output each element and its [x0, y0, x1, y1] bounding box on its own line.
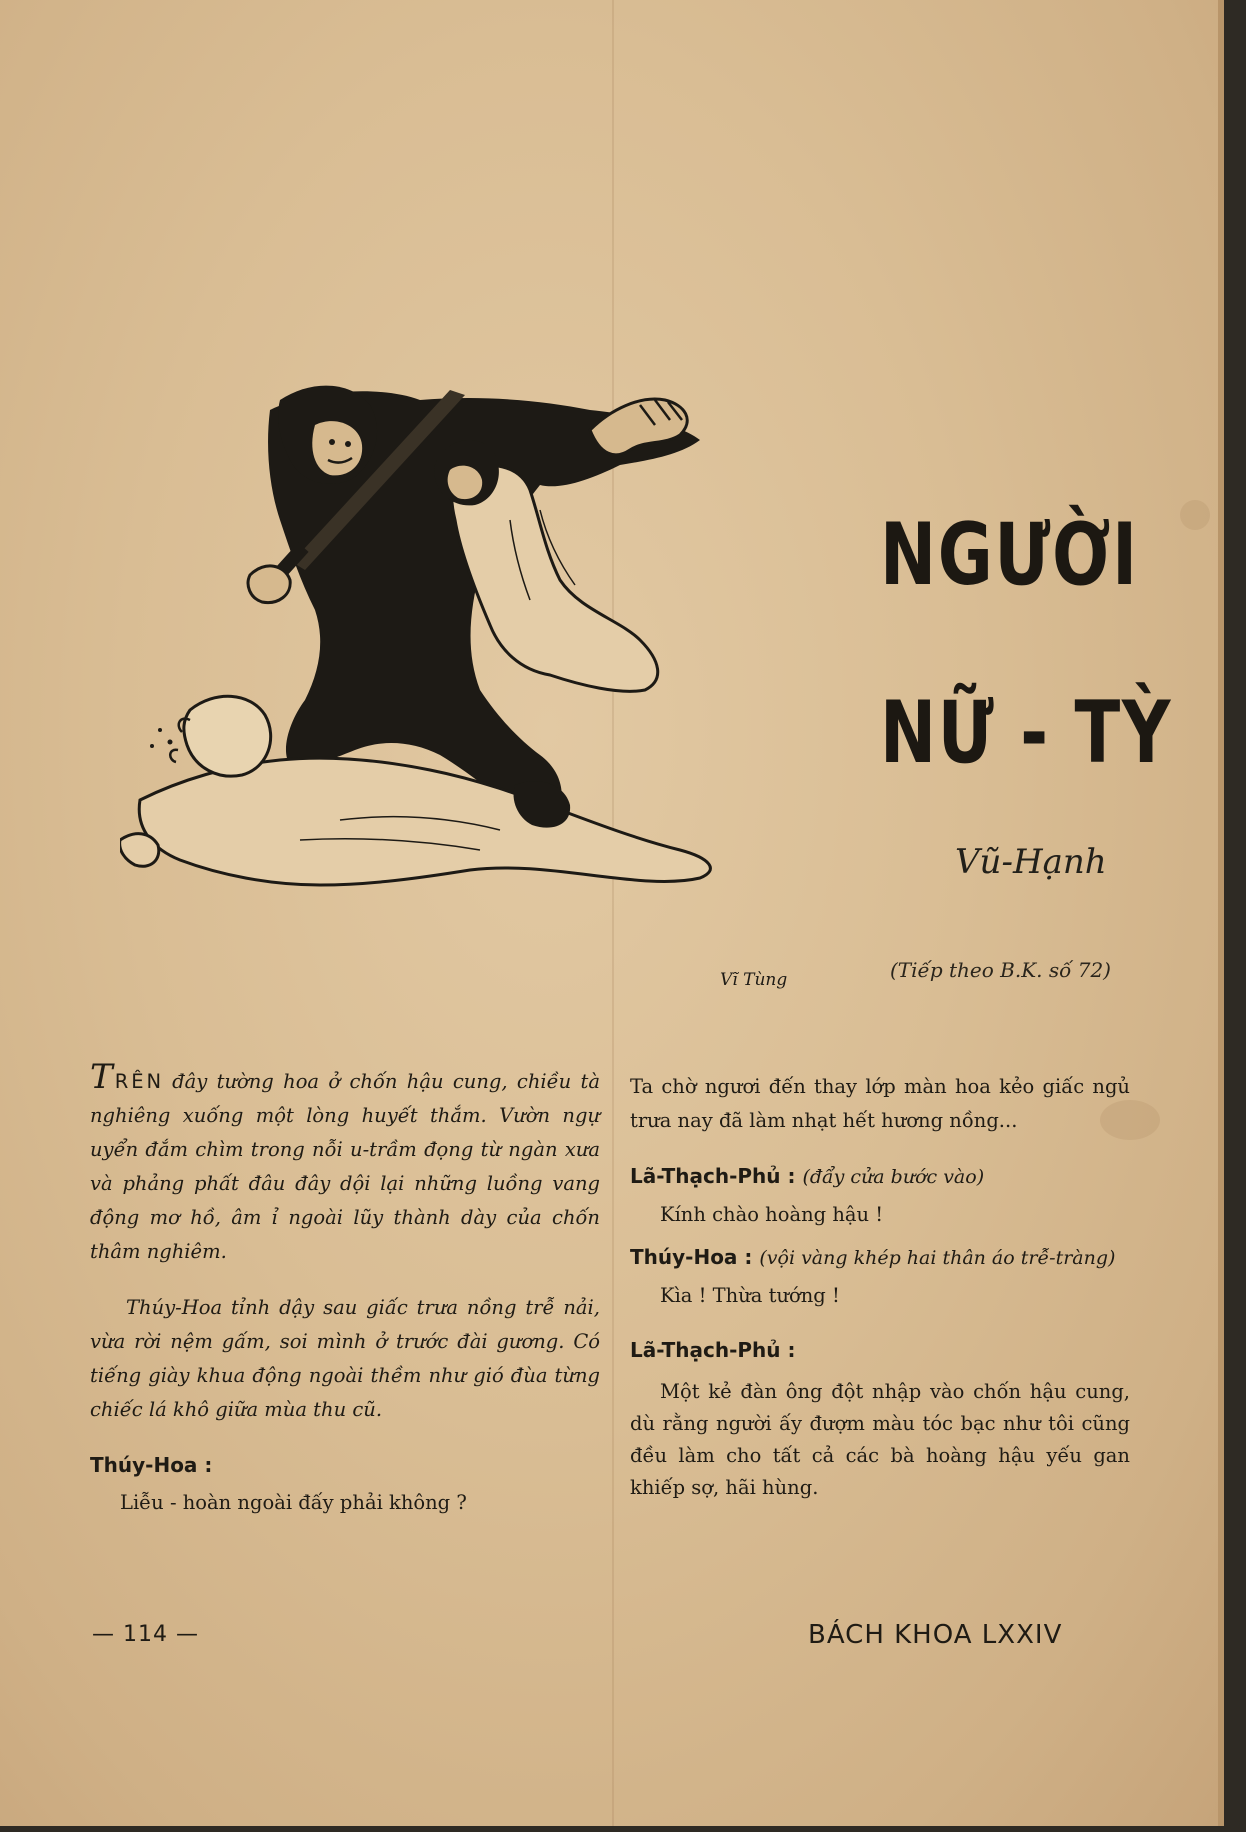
- continued-note: (Tiếp theo B.K. số 72): [890, 958, 1111, 982]
- first-word: RÊN: [114, 1070, 165, 1093]
- left-column: [90, 1057, 600, 1529]
- article-title-line-2: NỮ - TỲ: [880, 683, 1172, 783]
- speech-continued: Ta chờ ngươi đến thay lớp màn hoa kẻo giấc ngủ trưa nay đã làm nhạt hết hương nồng...: [630, 1075, 1130, 1132]
- speaker-thuy-hoa: [630, 1241, 1130, 1274]
- right-column: [630, 1070, 1130, 1504]
- speaker-thuy-hoa: Thúy-Hoa :: [90, 1453, 213, 1477]
- paper-stain: [1180, 500, 1210, 530]
- second-paragraph: Thúy-Hoa tỉnh dậy sau giấc trưa nồng trễ nải, vừa rời nệm gấm, soi mình ở trước đài gương. Có tiếng giày khua động ngoài thềm như gió đùa từng chiếc lá khô giữa mùa thu cũ.: [90, 1296, 600, 1421]
- speaker-name: Thúy-Hoa :: [630, 1245, 753, 1269]
- artist-signature: Vĩ Tùng: [720, 970, 788, 990]
- speech-paragraph: Một kẻ đàn ông đột nhập vào chốn hậu cung, dù rằng người ấy đượm màu tóc bạc như tôi cũng đều làm cho tất cả các bà hoàng hậu yếu gan khiếp sợ, hãi hùng.: [630, 1380, 1130, 1499]
- intro-text: đây tường hoa ở chốn hậu cung, chiều tà nghiêng xuống một lòng huyết thắm. Vườn ngự uyển đắm chìm trong nỗi u-trầm đọng từ ngàn xưa và phảng phất đâu đây dội lại những luồng vang động mơ hồ, âm ỉ ngoài lũy thành dày của chốn thâm nghiêm.: [90, 1070, 600, 1263]
- article-title-line-1: NGƯỜI: [880, 505, 1139, 605]
- page-number: — 114 —: [92, 1622, 199, 1647]
- speaker-la-thach-phu: [630, 1160, 1130, 1193]
- magazine-issue: BÁCH KHOA LXXIV: [808, 1620, 1063, 1650]
- stage-direction: (đẩy cửa bước vào): [802, 1166, 985, 1188]
- intro-paragraph: [90, 1057, 600, 1269]
- drop-cap: T: [90, 1057, 113, 1097]
- speech-line: Liễu - hoàn ngoài đấy phải không ?: [120, 1491, 467, 1514]
- speaker-name: Lã-Thạch-Phủ :: [630, 1164, 796, 1188]
- stage-direction: (vội vàng khép hai thân áo trễ-tràng): [759, 1247, 1116, 1269]
- author-signature: Vũ-Hạnh: [955, 842, 1107, 882]
- speech-line: Kìa ! Thừa tướng !: [660, 1284, 840, 1307]
- illustration-swordsman: [120, 370, 840, 1010]
- speaker-la-thach-phu: Lã-Thạch-Phủ :: [630, 1338, 796, 1362]
- speech-line: Kính chào hoàng hậu !: [660, 1203, 884, 1226]
